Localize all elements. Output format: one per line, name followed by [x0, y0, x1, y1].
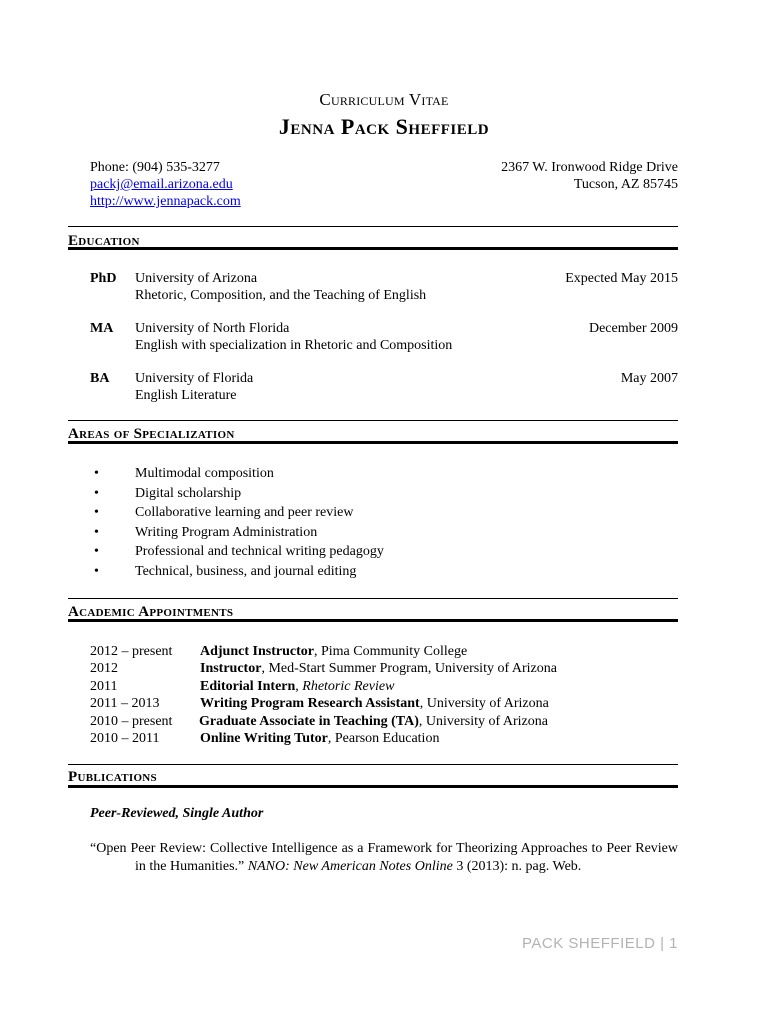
cv-name: Jenna Pack Sheffield [278, 114, 490, 139]
appointment-detail: , University of Arizona [418, 713, 548, 729]
education-section-header [68, 226, 678, 250]
appointments-section-header [68, 598, 678, 622]
appointment-date: 2010 – present [90, 713, 173, 729]
list-item [90, 643, 680, 660]
phone: Phone: (904) 535-3277 [90, 160, 220, 175]
appointments-list [90, 643, 680, 747]
appointment-detail-italic: Rhetoric Review [302, 678, 395, 694]
list-item: • Technical, business, and journal editing [90, 562, 384, 582]
field: Rhetoric, Composition, and the Teaching of English [135, 288, 427, 303]
appointment-detail: , University of Arizona [419, 696, 549, 712]
appointment-detail: , Pima Community College [313, 644, 468, 659]
list-item [90, 660, 680, 677]
specialization-heading: Areas of Specialization [68, 426, 235, 442]
city-address: Tucson, AZ 85745 [573, 177, 678, 192]
street-address: 2367 W. Ironwood Ridge Drive [501, 160, 678, 175]
degree: PhD [90, 271, 117, 286]
specialization-section-header [68, 420, 678, 444]
appointment-date: 2011 – 2013 [90, 696, 160, 712]
appointment-role: Instructor [200, 661, 262, 677]
appointment-role: Editorial Intern [200, 678, 296, 694]
appointment-role: Online Writing Tutor [200, 730, 328, 746]
appointment-detail: , Pearson Education [327, 730, 440, 746]
publications-heading: Publications [68, 769, 157, 785]
list-item [90, 678, 680, 695]
appointment-date: 2011 [90, 678, 118, 694]
school: University of Arizona [135, 271, 258, 286]
field: English Literature [135, 388, 237, 403]
divider [68, 785, 678, 788]
appointment-detail: , [295, 678, 303, 694]
appointment-detail: , Med-Start Summer Program, University of Arizona [261, 661, 557, 677]
email-link[interactable]: packj@email.arizona.edu [90, 177, 233, 192]
school: University of North Florida [135, 321, 290, 336]
appointment-date: 2012 – present [90, 644, 173, 659]
publication-journal: NANO: New American Notes Online [247, 859, 453, 874]
education-heading: Education [68, 233, 140, 249]
appointment-date: 2012 [90, 661, 118, 677]
list-item: • Multimodal composition [90, 464, 384, 484]
degree: BA [90, 371, 110, 386]
publications-subheading: Peer-Reviewed, Single Author [90, 806, 264, 821]
date: Expected May 2015 [565, 271, 678, 286]
appointment-role: Writing Program Research Assistant [200, 696, 420, 712]
appointment-date: 2010 – 2011 [90, 730, 160, 746]
list-item [90, 695, 680, 712]
date: December 2009 [588, 321, 678, 336]
publications-section-header [68, 764, 678, 788]
date: May 2007 [620, 371, 678, 386]
publication-entry [90, 840, 678, 876]
field: English with specialization in Rhetoric and Composition [135, 338, 453, 353]
list-item [90, 730, 680, 747]
appointment-role: Adjunct Instructor [200, 644, 314, 659]
cv-heading: Curriculum Vitae [319, 90, 449, 109]
publication-text: “Open Peer Review: Collective Intelligence as a Framework for Theorizing Approaches to Peer Review in the Humanities.” [90, 841, 678, 874]
running-head: PACK SHEFFIELD | 1 [522, 935, 678, 952]
school: University of Florida [135, 371, 254, 386]
list-item: • Digital scholarship [90, 484, 384, 504]
list-item: • Writing Program Administration [90, 523, 384, 543]
list-item: • Professional and technical writing pedagogy [90, 542, 384, 562]
list-item: • Collaborative learning and peer review [90, 503, 384, 523]
appointments-heading: Academic Appointments [68, 604, 234, 620]
website-link[interactable]: http://www.jennapack.com [90, 194, 241, 209]
divider [68, 247, 678, 250]
contact-right [501, 159, 678, 193]
appointment-role: Graduate Associate in Teaching (TA) [199, 713, 419, 729]
contact-left [90, 159, 241, 210]
degree: MA [90, 321, 114, 336]
list-item [90, 713, 680, 730]
specialization-list [90, 464, 384, 582]
publication-tail: 3 (2013): n. pag. Web. [452, 859, 582, 874]
